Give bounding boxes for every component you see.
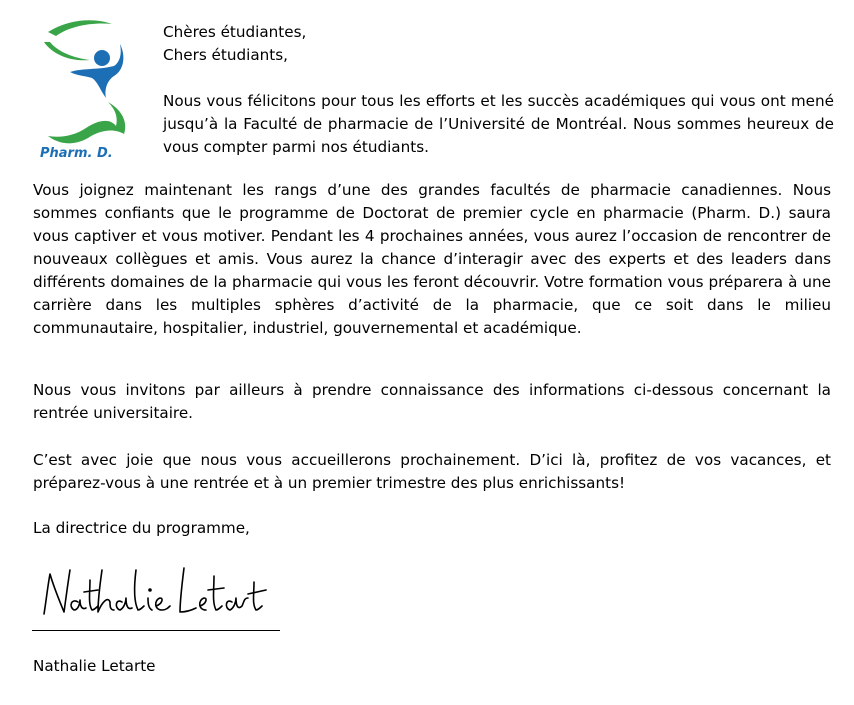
logo-text: Pharm. D. (40, 146, 113, 161)
signature-line (32, 630, 280, 631)
signer-name: Nathalie Letarte (33, 657, 156, 675)
pharm-d-logo (30, 14, 150, 164)
pharm-d-figure-icon (30, 14, 150, 149)
intro-paragraph: Nous vous félicitons pour tous les efforts et les succès académiques qui vous ont mené jusqu’à la Faculté de pharmacie de l’Université de Montréal. Nous sommes heureux de vous compter parmi nos étudiants. (163, 92, 834, 156)
handwritten-signature (38, 562, 273, 622)
paragraph-3: C’est avec joie que nous vous accueillerons prochainement. D’ici là, profitez de vos vacances, et préparez-vous à une rentrée et à un premier trimestre des plus enrichissants! (33, 451, 831, 492)
paragraph-1: Vous joignez maintenant les rangs d’une des grandes facultés de pharmacie canadiennes. Nous sommes confiants que le programme de Doctorat de premier cycle en pharmacie (Pharm. D.) saura vous captiver et vous motiver. Pendant les 4 prochaines années, vous aurez l’occasion de rencontrer de nouveaux collègues et amis. Vous aurez la chance d’interagir avec des experts et des leaders dans différents domaines de la pharmacie qui vous les feront découvrir. Votre formation vous préparera à une carrière dans les multiples sphères d’activité de la pharmacie, que ce soit dans le milieu communautaire, hospitalier, industriel, gouvernemental et académique. (33, 181, 831, 337)
greeting (163, 21, 833, 67)
paragraph-2: Nous vous invitons par ailleurs à prendre connaissance des informations ci-dessous concernant la rentrée universitaire. (33, 381, 831, 422)
greeting-line-2: Chers étudiants, (163, 46, 288, 64)
greeting-line-1: Chères étudiantes, (163, 23, 307, 41)
closing-line: La directrice du programme, (33, 519, 250, 537)
